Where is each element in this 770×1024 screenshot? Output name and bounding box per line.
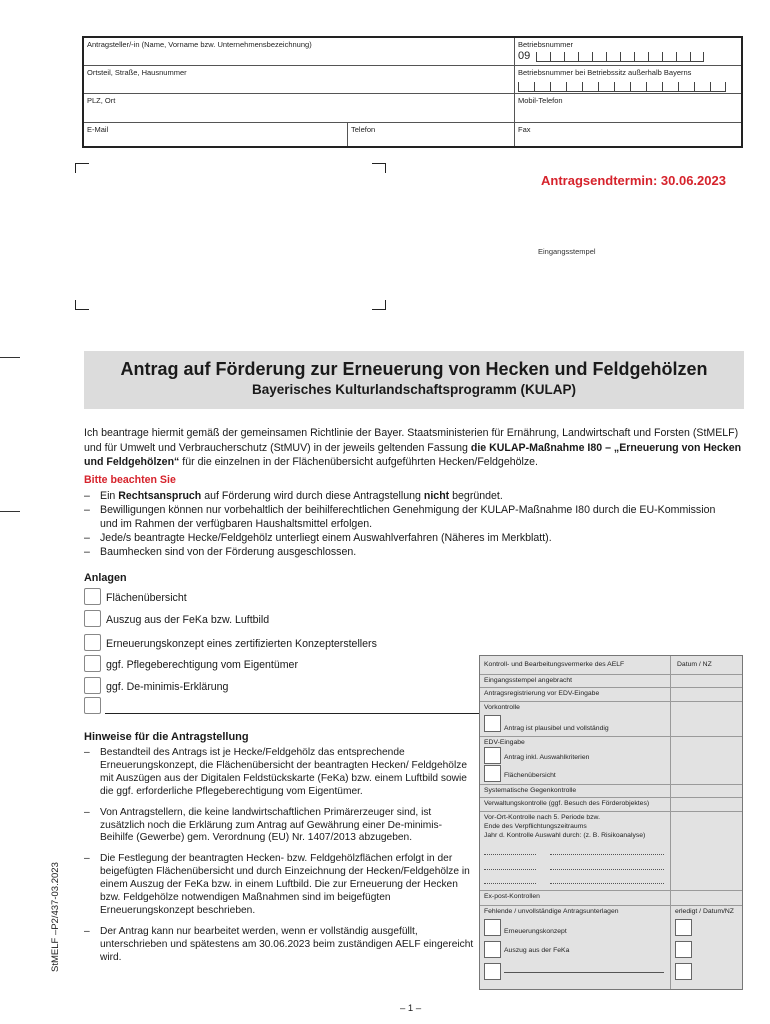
list-item: – Der Antrag kann nur bearbeitet werden, wenn er vollständig ausgefüllt, unterschrieben und spätestens am 30.06.2023 beim zuständigen AELF eingereicht wird.	[84, 926, 474, 965]
farm-number-outside-label: Betriebsnummer bei Betriebssitz außerhalb Bayerns	[518, 68, 692, 77]
control-header: Kontroll- und Bearbeitungsvermerke des AELF	[484, 661, 625, 668]
control-checkbox[interactable]	[484, 747, 501, 764]
list-item: – Bestandteil des Antrags ist je Hecke/Feldgehölz das entsprechende Erneuerungskonzept, die Flächenübersicht der beantragten Hecken/ Feldgehölze mit Auszügen aus der Digitalen Feldstückskarte (FeKa) bzw. einem Luftbild sowie die ggf. erforderliche Pflegeberechtigung vom Eigentümer.	[84, 747, 474, 799]
date-column-header: Datum / NZ	[677, 661, 712, 668]
applicant-name-field[interactable]: Antragsteller/-in (Name, Vorname bzw. Unternehmensbezeichnung)	[87, 40, 312, 49]
attachment-item: Flächenübersicht	[84, 588, 504, 606]
control-row: Antrag ist plausibel und vollständig	[504, 725, 609, 732]
title-banner	[84, 351, 744, 409]
control-row: Verwaltungskontrolle (ggf. Besuch des Förderobjektes)	[484, 800, 650, 807]
farm-number-prefix: 09	[518, 50, 531, 62]
attachment-item: ggf. De-minimis-Erklärung	[84, 677, 504, 695]
control-row: Vor-Ort-Kontrolle nach 5. Periode bzw.	[484, 814, 600, 821]
applicant-header-table	[82, 36, 743, 148]
submission-deadline: Antragsendtermin: 30.06.2023	[541, 173, 726, 188]
guidance-heading: Hinweise für die Antragstellung	[84, 731, 249, 743]
farm-number-label: Betriebsnummer	[518, 40, 574, 49]
control-checkbox[interactable]	[484, 919, 501, 936]
control-row: Fehlende / unvollständige Antragsunterlagen	[484, 908, 619, 915]
header-divider	[514, 38, 515, 146]
notice-heading: Bitte beachten Sie	[84, 474, 176, 486]
control-row: Eingangsstempel angebracht	[484, 677, 573, 684]
other-attachment-line[interactable]	[105, 713, 495, 714]
control-checkbox[interactable]	[675, 941, 692, 958]
list-item: – Ein Rechtsanspruch auf Förderung wird durch diese Antragstellung nicht begründet.	[84, 489, 724, 503]
receipt-stamp-label: Eingangsstempel	[538, 247, 596, 256]
control-checkbox[interactable]	[675, 919, 692, 936]
phone-field[interactable]: Telefon	[351, 125, 376, 134]
control-row: Ende des Verpflichtungszeitraums	[484, 823, 587, 830]
farm-number-input[interactable]	[536, 48, 704, 62]
control-checkbox[interactable]	[484, 765, 501, 782]
header-divider	[84, 93, 741, 94]
address-field[interactable]: Ortsteil, Straße, Hausnummer	[87, 68, 187, 77]
guidance-list	[84, 747, 474, 973]
attachment-checkbox[interactable]	[84, 634, 101, 651]
list-item: – Die Festlegung der beantragten Hecken- bzw. Feldgehölzflächen erfolgt in der beigefügten Flächenübersicht und durch Einzeichnung der Hecken/Feldgehölze in einem Auszug der FeKa bzw. in einem Luftbild. Die zur Erneuerung der Hecken bzw. Feldgehölze notwendigen Maßnahmen sind im beigefügten Erneuerungskonzept beschrieben.	[84, 853, 474, 918]
notice-list	[84, 489, 724, 559]
mobile-phone-field[interactable]: Mobil-Telefon	[518, 96, 563, 105]
form-code: StMELF –P2/437-03.2023	[50, 862, 61, 972]
attachments-heading: Anlagen	[84, 572, 127, 584]
email-field[interactable]: E-Mail	[87, 125, 109, 134]
attachment-checkbox[interactable]	[84, 697, 101, 714]
control-row: Auszug aus der FeKa	[504, 947, 570, 954]
address-window-corner	[372, 300, 386, 310]
header-divider	[347, 122, 348, 146]
attachment-checkbox[interactable]	[84, 677, 101, 694]
control-row: Jahr d. Kontrolle Auswahl durch: (z. B. Risikoanalyse)	[484, 832, 646, 839]
page-title: Antrag auf Förderung zur Erneuerung von Hecken und Feldgehölzen	[120, 359, 708, 379]
control-row: Vorkontrolle	[484, 704, 520, 711]
control-row: Antragsregistrierung vor EDV-Eingabe	[484, 690, 600, 697]
control-row: Antrag inkl. Auswahlkriterien	[504, 754, 590, 761]
list-item: – Bewilligungen können nur vorbehaltlich der beihilferechtlichen Genehmigung der KULAP-Maßnahme I80 durch die EU-Kommission und im Rahmen der verfügbaren Haushaltsmittel erfolgen.	[84, 503, 724, 531]
control-row: Erneuerungskonzept	[504, 928, 567, 935]
control-row: Ex-post-Kontrollen	[484, 893, 540, 900]
control-checkbox[interactable]	[675, 963, 692, 980]
fax-field[interactable]: Fax	[518, 125, 531, 134]
control-row: erledigt / Datum/NZ	[675, 908, 734, 915]
column-divider	[670, 656, 671, 989]
intro-paragraph: Ich beantrage hiermit gemäß der gemeinsamen Richtlinie der Bayer. Staatsministerien für Ernährung, Landwirtschaft und Forsten (StMELF) und für Umwelt und Verbraucherschutz (StMUV) in der jeweils geltenden Fassung die KULAP-Maßnahme I80 – „Erneuerung von Hecken und Feldgehölzen“ für die einzelnen in der Flächenübersicht aufgeführten Hecken/Feldgehölze.	[84, 427, 742, 468]
attachment-checkbox[interactable]	[84, 655, 101, 672]
control-checkbox[interactable]	[484, 963, 501, 980]
attachment-item: ggf. Pflegeberechtigung vom Eigentümer	[84, 655, 504, 673]
address-window-corner	[372, 163, 386, 173]
list-item: – Baumhecken sind von der Förderung ausgeschlossen.	[84, 545, 724, 559]
attachment-checkbox[interactable]	[84, 610, 101, 627]
plz-city-field[interactable]: PLZ, Ort	[87, 96, 116, 105]
control-row: Systematische Gegenkontrolle	[484, 787, 577, 794]
farm-number-outside-input[interactable]	[518, 78, 726, 92]
list-item: – Von Antragstellern, die keine landwirtschaftlichen Primärerzeuger sind, ist zusätzlich noch die Erklärung zum Antrag auf Gewährung einer De-minimis-Beihilfe (Gewerbe) gem. Verordnung (EU) Nr. 1407/2013 abzugeben.	[84, 807, 474, 846]
list-item: – Jede/s beantragte Hecke/Feldgehölz unterliegt einem Auswahlverfahren (Näheres im Merkblatt).	[84, 531, 724, 545]
header-divider	[84, 122, 741, 123]
page-number: – 1 –	[400, 1003, 422, 1014]
fold-mark	[0, 511, 20, 512]
control-row: Flächenübersicht	[504, 772, 556, 779]
attachment-item: Erneuerungskonzept eines zertifizierten Konzepterstellers	[84, 634, 504, 652]
page-subtitle: Bayerisches Kulturlandschaftsprogramm (KULAP)	[251, 382, 577, 397]
control-checkbox[interactable]	[484, 715, 501, 732]
office-control-box	[479, 655, 743, 990]
header-divider	[84, 65, 741, 66]
address-window-corner	[75, 163, 89, 173]
control-checkbox[interactable]	[484, 941, 501, 958]
attachment-checkbox[interactable]	[84, 588, 101, 605]
fold-mark	[0, 357, 20, 358]
control-row: EDV-Eingabe	[484, 739, 525, 746]
address-window-corner	[75, 300, 89, 310]
attachment-item: Auszug aus der FeKa bzw. Luftbild	[84, 610, 504, 628]
